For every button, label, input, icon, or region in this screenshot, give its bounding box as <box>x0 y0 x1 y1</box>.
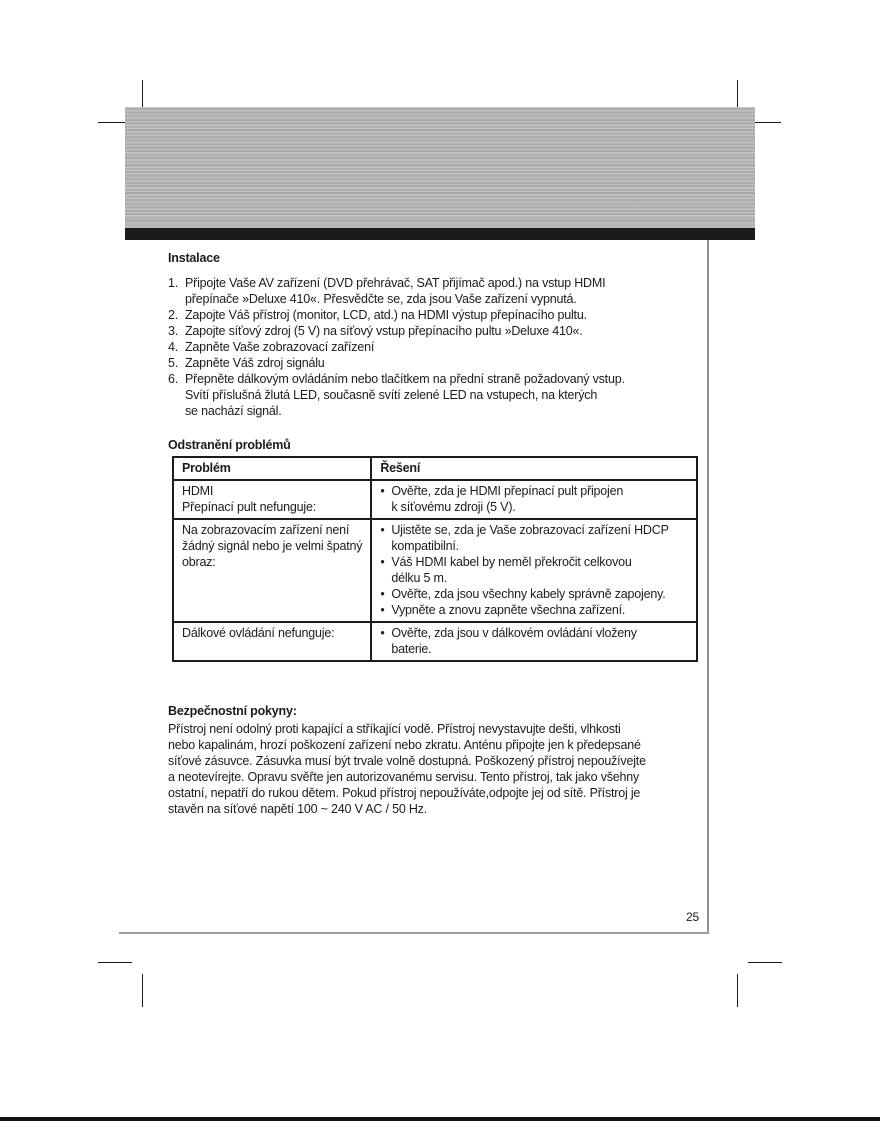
bullet-mark: • <box>380 555 385 569</box>
solution-bullet <box>380 522 688 554</box>
solution-bullet <box>380 602 688 618</box>
item-line: Zapněte Váš zdroj signálu <box>185 356 325 370</box>
item-number: 2. <box>168 308 179 322</box>
solution-cell <box>371 622 697 661</box>
install-item <box>168 307 728 323</box>
solution-cell <box>371 480 697 519</box>
install-item <box>168 323 728 339</box>
crop-mark-bottom-left-horizontal <box>98 962 132 963</box>
solution-text <box>391 483 623 515</box>
solution-bullet <box>380 483 688 515</box>
table-row <box>173 480 697 519</box>
safety-line: Přístroj není odolný proti kapající a stříkající vodě. Přístroj nevystavujte dešti, vlhkosti <box>168 722 621 736</box>
page-edge-bottom <box>119 932 709 934</box>
footer-rule <box>0 1117 880 1121</box>
safety-paragraph <box>168 721 728 817</box>
solution-line: Ověřte, zda je HDMI přepínací pult připojen <box>391 484 624 498</box>
col-solution-header: Řešení <box>371 457 697 480</box>
item-text <box>185 339 374 355</box>
table-header-row <box>173 457 697 480</box>
bullet-mark: • <box>380 603 385 617</box>
solution-line: Ověřte, zda jsou v dálkovém ovládání vloženy <box>391 626 637 640</box>
solution-text <box>391 586 665 602</box>
solution-line: baterie. <box>391 642 432 656</box>
item-line: Zapněte Vaše zobrazovací zařízení <box>185 340 375 354</box>
solution-text <box>391 554 631 586</box>
table-row <box>173 622 697 661</box>
install-item <box>168 371 728 419</box>
band-shadow-bar <box>125 228 755 240</box>
safety-heading: Bezpečnostní pokyny: <box>168 704 297 718</box>
item-text <box>185 371 625 419</box>
bullet-mark: • <box>380 523 385 537</box>
page-number: 25 <box>686 910 699 924</box>
solution-text <box>391 625 637 657</box>
safety-line: ostatní, nepatří do rukou dětem. Pokud přístroj nepoužíváte,odpojte jej od sítě. Přístroj je <box>168 786 641 800</box>
problem-cell <box>173 480 371 519</box>
bullet-mark: • <box>380 587 385 601</box>
item-number: 5. <box>168 356 179 370</box>
brushed-metal-band <box>125 107 755 228</box>
safety-line: stavěn na síťové napětí 100 ~ 240 V AC / 50 Hz. <box>168 802 428 816</box>
item-line: Zapojte síťový zdroj (5 V) na síťový vstup přepínacího pultu »Deluxe 410«. <box>185 324 583 338</box>
solution-bullet <box>380 554 688 586</box>
problem-line: žádný signál nebo je velmi špatný <box>182 539 363 553</box>
item-text <box>185 323 583 339</box>
crop-mark-bottom-right-horizontal <box>748 962 782 963</box>
bullet-mark: • <box>380 484 385 498</box>
solution-bullet <box>380 625 688 657</box>
safety-line: nebo kapalinám, hrozí poškození zařízení nebo zkratu. Anténu připojte jen k předepsané <box>168 738 641 752</box>
troubleshooting-heading: Odstranění problémů <box>168 438 291 452</box>
problem-cell <box>173 622 371 661</box>
solution-line: Ujistěte se, zda je Vaše zobrazovací zařízení HDCP <box>391 523 669 537</box>
problem-line: obraz: <box>182 555 216 569</box>
problem-line: Dálkové ovládání nefunguje: <box>182 626 335 640</box>
item-text <box>185 355 325 371</box>
bullet-mark: • <box>380 626 385 640</box>
solution-line: kompatibilní. <box>391 539 459 553</box>
crop-mark-bottom-left-vertical <box>142 974 143 1007</box>
table-row <box>173 519 697 622</box>
item-text <box>185 275 605 307</box>
crop-mark-bottom-right-vertical <box>737 974 738 1007</box>
solution-line: délku 5 m. <box>391 571 447 585</box>
safety-line: a neotevírejte. Opravu svěřte jen autorizovanému servisu. Tento přístroj, tak jako všehny <box>168 770 640 784</box>
problem-cell <box>173 519 371 622</box>
problem-line: HDMI <box>182 484 214 498</box>
solution-cell <box>371 519 697 622</box>
col-problem-header: Problém <box>173 457 371 480</box>
solution-bullet <box>380 586 688 602</box>
item-number: 1. <box>168 276 179 290</box>
solution-line: Ověřte, zda jsou všechny kabely správně zapojeny. <box>391 587 666 601</box>
page-content <box>168 250 728 817</box>
item-number: 3. <box>168 324 179 338</box>
problem-line: Na zobrazovacím zařízení není <box>182 523 350 537</box>
item-line: Svítí příslušná žlutá LED, současně svítí zelené LED na vstupech, na kterých <box>185 388 598 402</box>
install-heading: Instalace <box>168 251 220 265</box>
item-line: Připojte Vaše AV zařízení (DVD přehrávač, SAT přijímač apod.) na vstup HDMI <box>185 276 606 290</box>
solution-text <box>391 602 625 618</box>
problem-line: Přepínací pult nefunguje: <box>182 500 316 514</box>
item-line: Zapojte Váš přístroj (monitor, LCD, atd.) na HDMI výstup přepínacího pultu. <box>185 308 587 322</box>
item-line: Přepněte dálkovým ovládáním nebo tlačítkem na přední straně požadovaný vstup. <box>185 372 625 386</box>
solution-line: Váš HDMI kabel by neměl překročit celkovou <box>391 555 632 569</box>
solution-line: k síťovému zdroji (5 V). <box>391 500 516 514</box>
install-list <box>168 275 728 419</box>
install-item <box>168 355 728 371</box>
item-text <box>185 307 587 323</box>
troubleshooting-table <box>172 456 698 662</box>
solution-line: Vypněte a znovu zapněte všechna zařízení. <box>391 603 626 617</box>
item-number: 4. <box>168 340 179 354</box>
safety-line: síťové zásuvce. Zásuvka musí být trvale volně dostupná. Poškozený přístroj nepoužívejte <box>168 754 646 768</box>
item-number: 6. <box>168 372 179 386</box>
item-line: přepínače »Deluxe 410«. Přesvědčte se, zda jsou Vaše zařízení vypnutá. <box>185 292 577 306</box>
install-item <box>168 339 728 355</box>
install-item <box>168 275 728 307</box>
item-line: se nachází signál. <box>185 404 282 418</box>
solution-text <box>391 522 668 554</box>
